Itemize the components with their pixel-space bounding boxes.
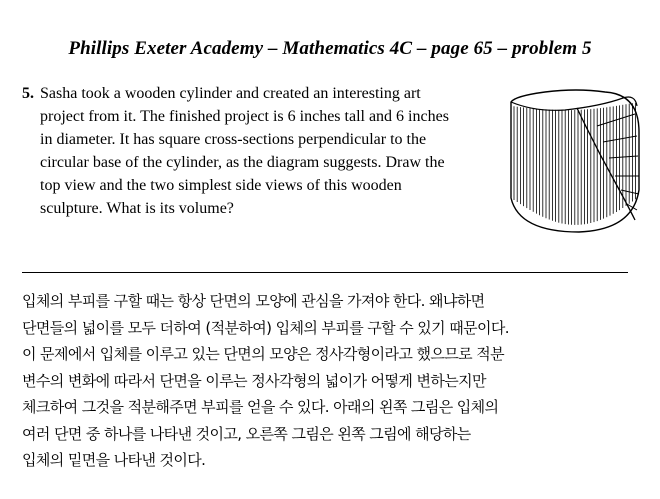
- section-divider: [22, 272, 628, 273]
- top-rim: [511, 97, 637, 110]
- wooden-sculpture-figure: [505, 86, 643, 236]
- explanation-line: 입체의 부피를 구할 때는 항상 단면의 모양에 관심을 가져야 한다. 왜냐하면: [22, 292, 485, 310]
- explanation-line: 단면들의 넓이를 모두 더하여 (적분하여) 입체의 부피를 구할 수 있기 때문이다.: [22, 318, 509, 337]
- explanation-line: 입체의 밑면을 나타낸 것이다.: [22, 451, 206, 469]
- problem-text: Sasha took a wooden cylinder and created an interesting art project from it. The finished project is 6 inches tall and 6 inches in diameter. It has square cross-sections perpendicular to the circular base of the cylinder, as the diagram suggests. Draw the top view and the two simplest side views of this wooden sculpture. What is its volume?: [40, 85, 449, 217]
- hatch-lines: [514, 103, 636, 225]
- explanation-line: 여러 단면 중 하나를 나타낸 것이고, 오른쪽 그림은 왼쪽 그림에 해당하는: [22, 424, 471, 443]
- problem-block: [22, 82, 462, 220]
- explanation-text: [22, 288, 637, 474]
- explanation-line: 체크하여 그것을 적분해주면 부피를 얻을 수 있다. 아래의 왼쪽 그림은 입체의: [22, 398, 499, 416]
- problem-number: 5.: [22, 85, 34, 102]
- explanation-line: 이 문제에서 입체를 이루고 있는 단면의 모양은 정사각형이라고 했으므로 적분: [22, 345, 504, 363]
- section-line: [621, 190, 639, 194]
- page-title: Phillips Exeter Academy – Mathematics 4C – page 65 – problem 5: [68, 38, 592, 59]
- explanation-line: 변수의 변화에 따라서 단면을 이루는 정사각형의 넓이가 어떻게 변하는지만: [22, 371, 486, 390]
